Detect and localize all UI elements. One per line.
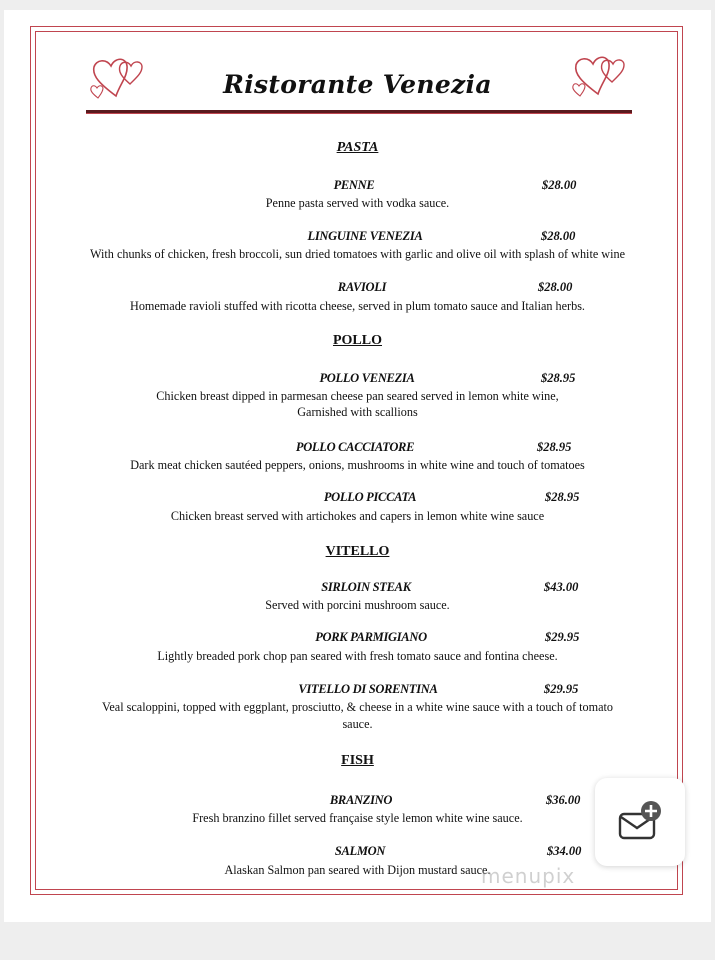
menu-item-description: Veal scaloppini, topped with eggplant, prosciutto, & cheese in a white wine sauce with a touch of tomato [101,700,614,714]
menu-item-name: RAVIOLI [337,280,387,294]
menu-item-price: $28.00 [541,229,576,243]
menu-item-description-line2: Garnished with scallions [297,405,418,419]
menu-item-price: $28.00 [538,280,573,294]
add-message-button[interactable] [595,778,685,866]
menu-item-name: SALMON [334,844,386,858]
menu-item-price: $34.00 [547,844,582,858]
menu-item-description: Chicken breast dipped in parmesan cheese pan seared served in lemon white wine, [156,389,559,403]
menu-item-name: POLLO PICCATA [323,490,417,504]
menu-item-description: Served with porcini mushroom sauce. [265,598,450,612]
menu-item-name: VITELLO DI SORENTINA [298,682,438,696]
menu-item-description: Chicken breast served with artichokes and capers in lemon white wine sauce [170,509,545,523]
menu-item-description: Dark meat chicken sautéed peppers, onions, mushrooms in white wine and touch of tomatoes [130,458,585,472]
menu-item-price: $36.00 [546,793,581,807]
menu-item-price: $28.95 [545,490,580,504]
menu-item-price: $43.00 [544,580,579,594]
section-title-vitello: VITELLO [325,544,390,559]
menu-item-description: Alaskan Salmon pan seared with Dijon mustard sauce. [224,863,491,877]
section-title-pasta: PASTA [336,140,379,155]
section-title-fish: FISH [341,753,374,768]
menu-item-description: Lightly breaded pork chop pan seared with fresh tomato sauce and fontina cheese. [157,649,558,663]
title-divider [86,110,632,114]
menu-item-name: SIRLOIN STEAK [321,580,411,594]
menu-item-name: PENNE [333,178,375,192]
menu-item-description: Fresh branzino fillet served française style lemon white wine sauce. [192,811,523,825]
watermark: menupix [481,864,576,888]
section-title-pollo: POLLO [332,333,382,348]
menu-item-price: $29.95 [544,682,579,696]
menu-item-name: BRANZINO [329,793,393,807]
add-message-icon [617,800,663,844]
menu-item-price: $28.00 [542,178,577,192]
menu-item-price: $28.95 [541,371,576,385]
menu-item-description: With chunks of chicken, fresh broccoli, sun dried tomatoes with garlic and olive oil with splash of white wine [90,247,625,261]
menu-item-price: $29.95 [545,630,580,644]
menu-item-description-line2: sauce. [342,717,373,731]
menu-item-price: $28.95 [537,440,572,454]
restaurant-title: Ristorante Venezia [223,70,492,99]
menu-item-description: Homemade ravioli stuffed with ricotta cheese, served in plum tomato sauce and Italian herbs. [130,299,585,313]
menu-item-name: POLLO VENEZIA [319,371,415,385]
menu-item-name: LINGUINE VENEZIA [307,229,423,243]
menu-item-description: Penne pasta served with vodka sauce. [265,196,450,210]
menu-item-name: PORK PARMIGIANO [315,630,427,644]
menu-item-name: POLLO CACCIATORE [295,440,415,454]
